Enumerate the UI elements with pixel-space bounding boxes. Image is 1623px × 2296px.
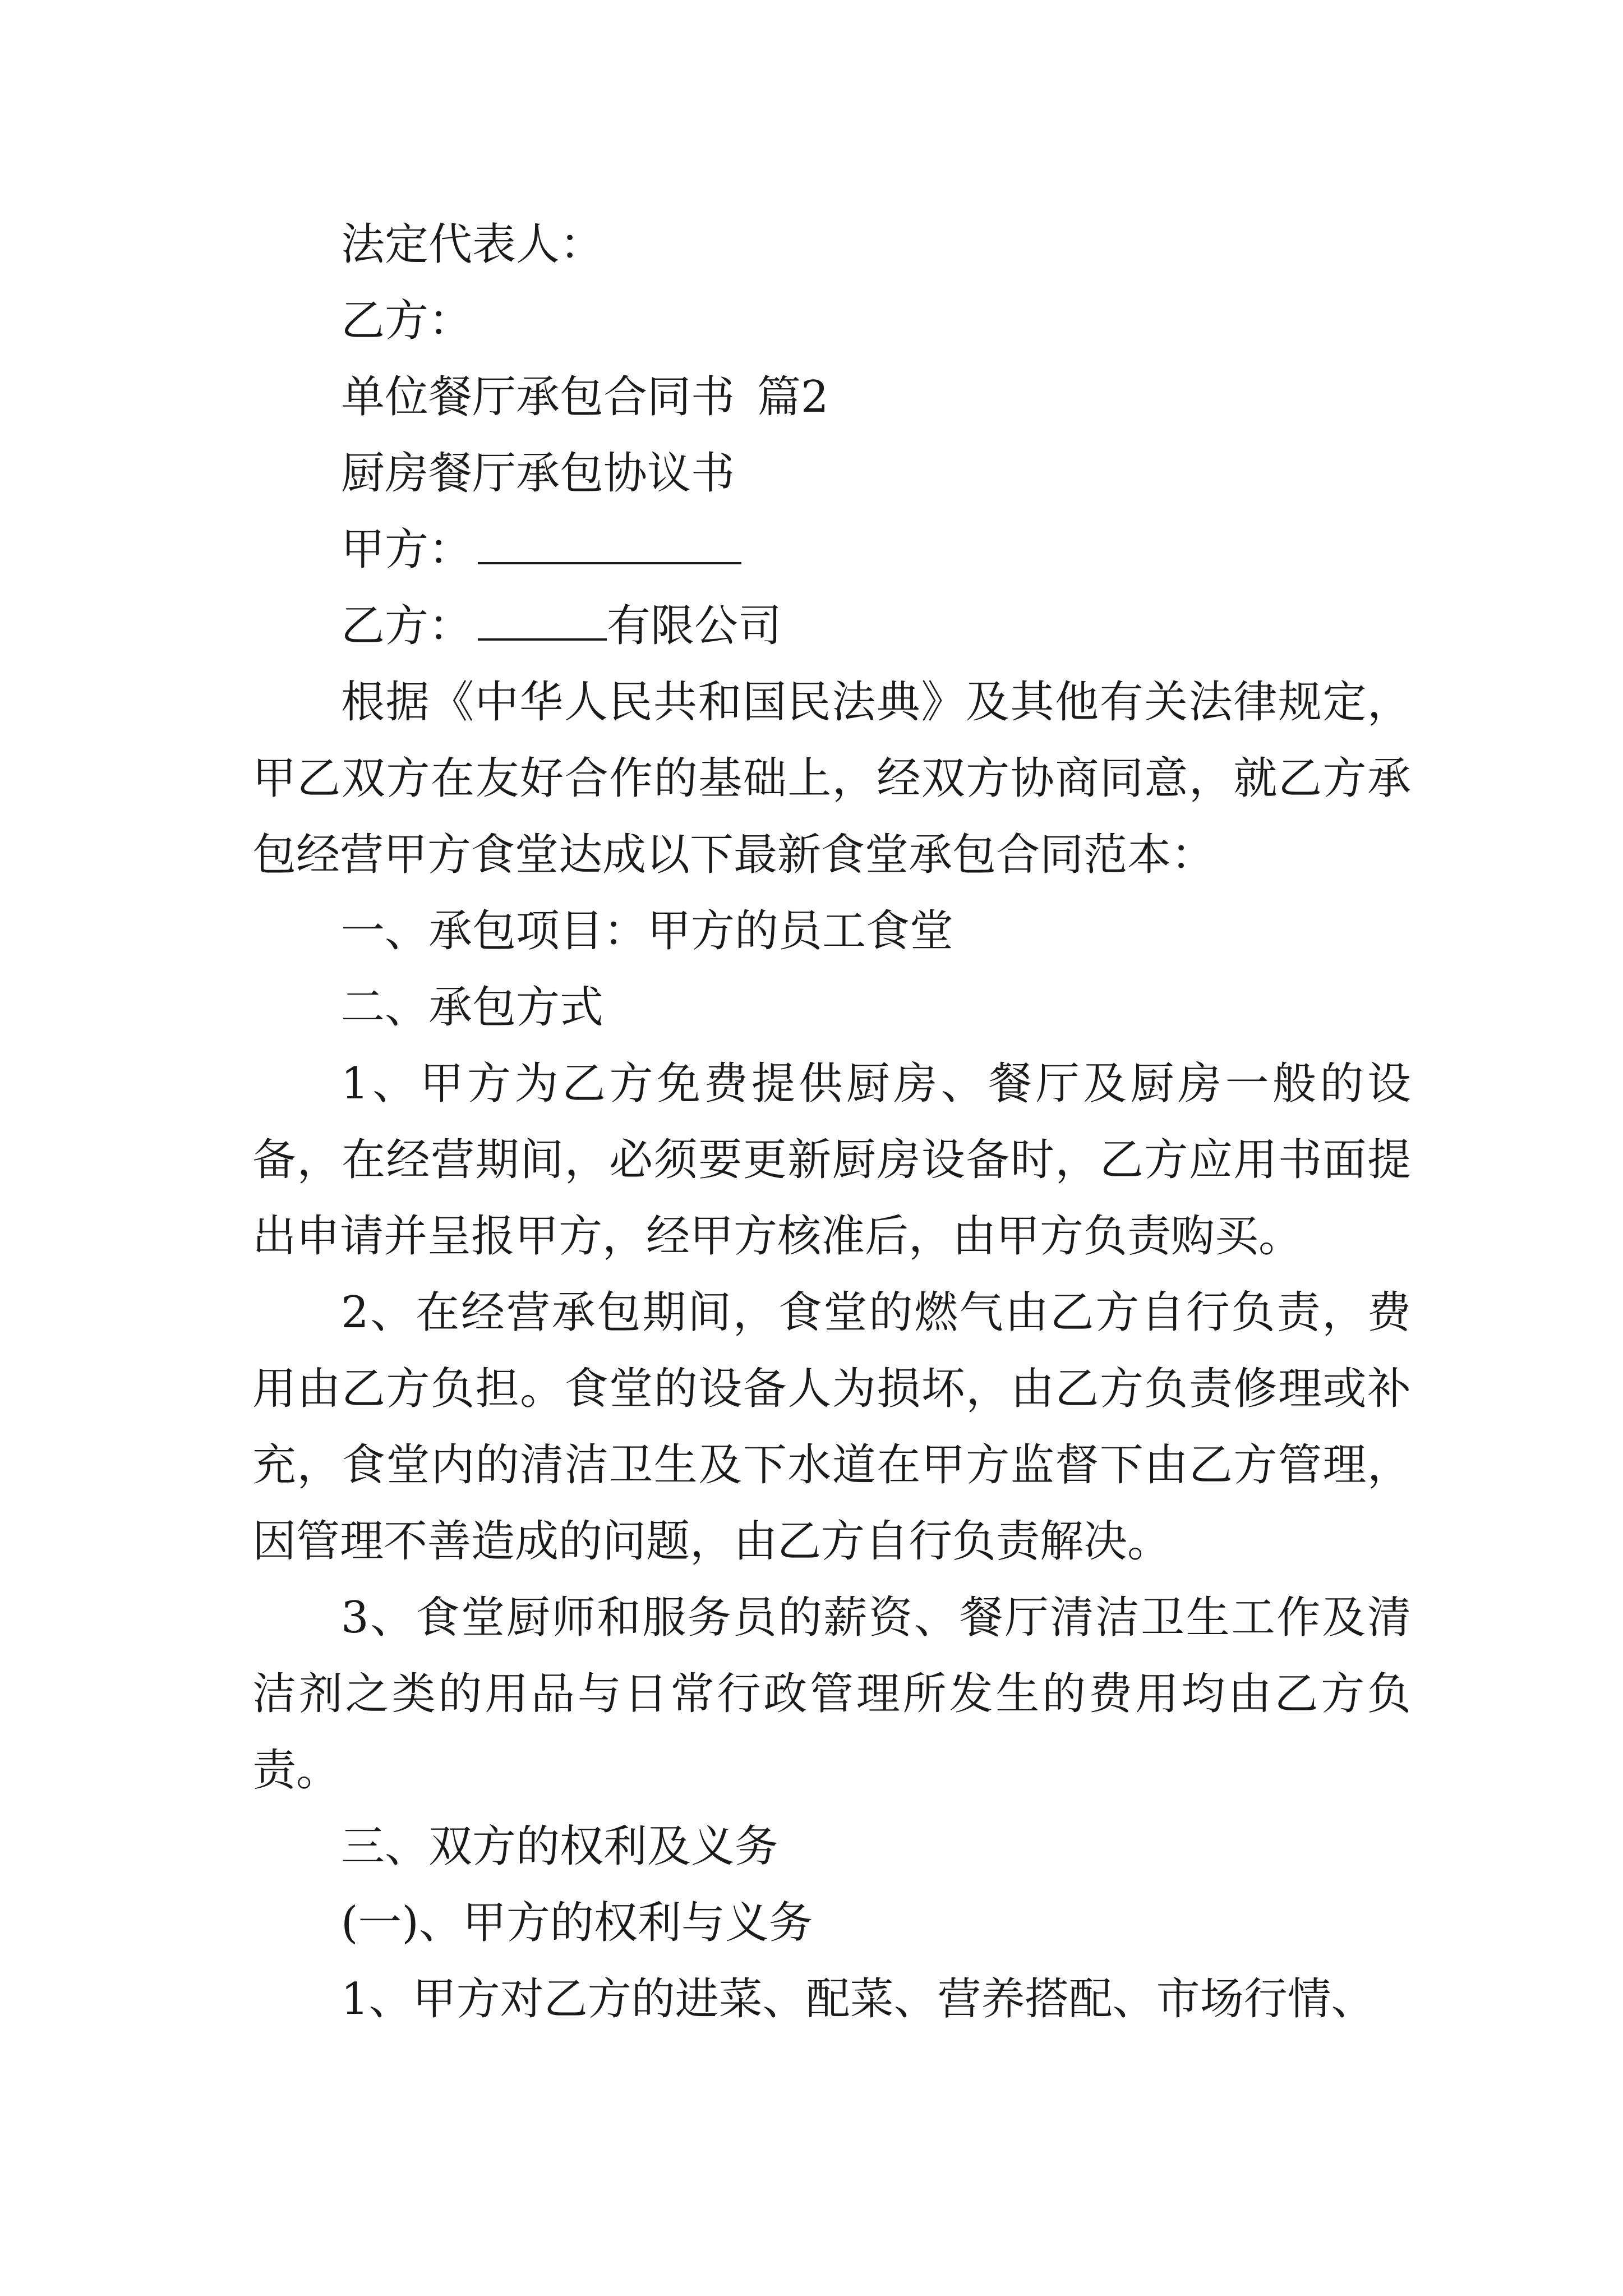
clause-2-1: 1、甲方为乙方免费提供厨房、餐厅及厨房一般的设备，在经营期间，必须要更新厨房设备时，乙方应用书面提出申请并呈报甲方，经甲方核准后，由甲方负责购买。 bbox=[252, 1059, 1411, 1262]
intro-paragraph: 根据《中华人民共和国民法典》及其他有关法律规定，甲乙双方在友好合作的基础上，经双方协商同意，就乙方承包经营甲方食堂达成以下最新食堂承包合同范本： bbox=[252, 677, 1411, 880]
party-b-signature-label: 乙方： bbox=[341, 296, 473, 346]
sub-heading-1: (一)、甲方的权利与义务 bbox=[341, 1898, 813, 1948]
clause-3-1: 1、甲方对乙方的进菜、配菜、营养搭配、市场行情、 bbox=[341, 1974, 1375, 2024]
section-number: 篇2 bbox=[757, 372, 829, 422]
document-body bbox=[252, 206, 1411, 2037]
party-a-field bbox=[252, 512, 1411, 588]
party-b-field bbox=[252, 588, 1411, 664]
clause-2-3: 3、食堂厨师和服务员的薪资、餐厅清洁卫生工作及清洁剂之类的用品与日常行政管理所发生的费用均由乙方负责。 bbox=[252, 1593, 1411, 1796]
section-title-text: 单位餐厅承包合同书 bbox=[341, 372, 735, 422]
clause-2-2: 2、在经营承包期间，食堂的燃气由乙方自行负责，费用由乙方负担。食堂的设备人为损坏，由乙方负责修理或补充，食堂内的清洁卫生及下水道在甲方监督下由乙方管理，因管理不善造成的问题，由乙方自行负责解决。 bbox=[252, 1287, 1411, 1567]
party-a-label: 甲方： bbox=[341, 524, 473, 575]
section-title bbox=[252, 359, 1411, 435]
legal-representative-label: 法定代表人： bbox=[341, 219, 604, 270]
agreement-title: 厨房餐厅承包协议书 bbox=[341, 448, 735, 499]
item-3-heading: 三、双方的权利及义务 bbox=[341, 1821, 779, 1872]
item-2-heading: 二、承包方式 bbox=[341, 982, 604, 1033]
party-b-company-suffix: 有限公司 bbox=[607, 601, 782, 651]
party-b-label: 乙方： bbox=[341, 601, 473, 651]
party-a-blank bbox=[478, 523, 741, 564]
party-b-blank bbox=[478, 599, 607, 641]
item-1-heading: 一、承包项目：甲方的员工食堂 bbox=[341, 906, 954, 956]
